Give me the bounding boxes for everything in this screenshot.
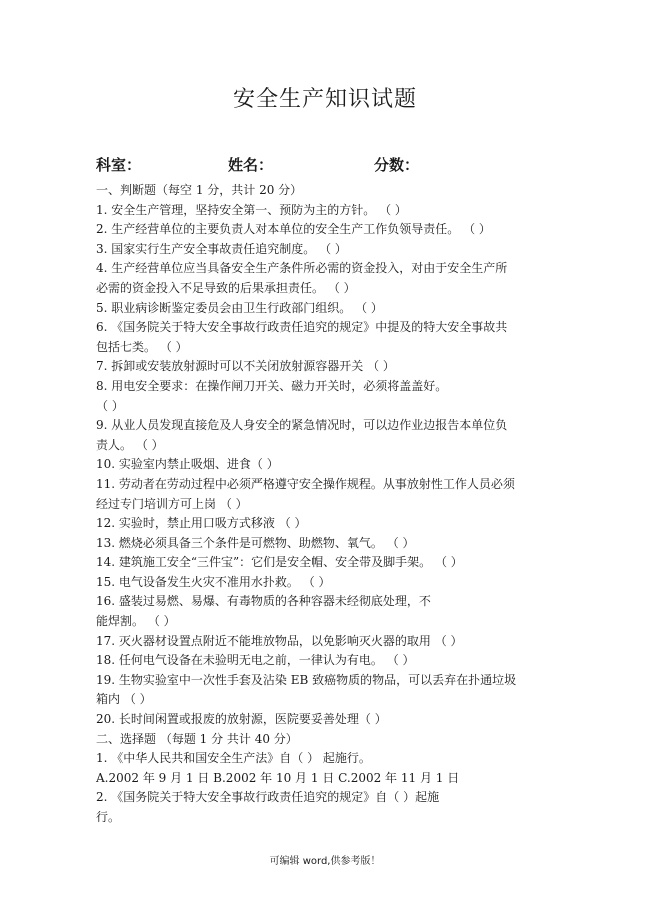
text-line: 必需的资金投入不足导致的后果承担责任。 （ ） <box>96 280 356 295</box>
score-label: 分数： <box>374 156 420 174</box>
text-line: 4. 生产经营单位应当具备安全生产条件所必需的资金投入，对由于安全生产所 <box>96 261 508 276</box>
page-title: 安全生产知识试题 <box>232 87 417 112</box>
department-label: 科室： <box>96 156 142 174</box>
name-label: 姓名： <box>228 156 274 174</box>
text-line: 能焊割。 （ ） <box>96 614 176 629</box>
text-line: 2. 《国务院关于特大安全事故行政责任追究的规定》自（ ）起施 <box>96 790 440 805</box>
text-line: 17. 灭火器材设置点附近不能堆放物品，以免影响灭火器的取用 （ ） <box>96 633 463 648</box>
text-line: 二、选择题 （每题 1 分 共计 40 分） <box>96 731 298 746</box>
text-line: 18. 任何电气设备在未验明无电之前，一律认为有电。 （ ） <box>96 653 415 668</box>
text-line: 14. 建筑施工安全“三件宝”：它们是安全帽、安全带及脚手架。 （ ） <box>96 555 463 570</box>
text-line: 箱内 （ ） <box>96 692 152 707</box>
text-line: 16. 盛装过易燃、易爆、有毒物质的各种容器未经彻底处理，不 <box>96 594 431 609</box>
text-line: 11. 劳动者在劳动过程中必须严格遵守安全操作规程。从事放射性工作人员必须 <box>96 476 515 491</box>
header-fields <box>96 154 610 176</box>
text-line: （ ） <box>96 398 124 413</box>
text-line: 15. 电气设备发生火灾不准用水扑救。 （ ） <box>96 574 331 589</box>
text-line: 5. 职业病诊断鉴定委员会由卫生行政部门组织。 （ ） <box>96 300 383 315</box>
text-line: 19. 生物实验室中一次性手套及沾染 EB 致癌物质的物品，可以丢弃在扑通垃圾 <box>96 672 517 687</box>
text-line: 20. 长时间闲置或报废的放射源，医院要妥善处理（ ） <box>96 712 387 727</box>
text-line: 12. 实验时，禁止用口吸方式移液 （ ） <box>96 516 307 531</box>
text-line: 8. 用电安全要求：在操作闸刀开关、磁力开关时，必须将盖盖好。 <box>96 378 448 393</box>
text-line: 一、判断题（每空 1 分，共计 20 分） <box>96 183 303 197</box>
text-line: 包括七类。 （ ） <box>96 339 188 354</box>
text-line: 7. 拆卸或安装放射源时可以不关闭放射源容器开关 （ ） <box>96 359 395 374</box>
text-line: 1. 《中华人民共和国安全生产法》自（ ） 起施行。 <box>96 751 371 766</box>
text-line: 6. 《国务院关于特大安全事故行政责任追究的规定》中提及的特大安全事故共 <box>96 320 508 335</box>
text-line: 责人。 （ ） <box>96 437 164 452</box>
text-line: A.2002 年 9 月 1 日 B.2002 年 10 月 1 日 C.2002 年 11 月 1 日 <box>96 770 460 785</box>
text-line: 9. 从业人员发现直接危及人身安全的紧急情况时，可以边作业边报告本单位负 <box>96 418 508 433</box>
text-line: 3. 国家实行生产安全事故责任追究制度。 （ ） <box>96 241 347 256</box>
text-line: 行。 <box>96 810 121 824</box>
text-line: 2. 生产经营单位的主要负责人对本单位的安全生产工作负领导责任。 （ ） <box>96 222 491 237</box>
text-line: 经过专门培训方可上岗 （ ） <box>96 496 248 511</box>
footer-note: 可编辑 word,供参考版！ <box>269 856 381 867</box>
text-line: 10. 实验室内禁止吸烟、进食（ ） <box>96 457 279 472</box>
text-line: 13. 燃烧必须具备三个条件是可燃物、助燃物、氧气。 （ ） <box>96 535 415 550</box>
text-line: 1. 安全生产管理，坚持安全第一、预防为主的方针。 （ ） <box>96 202 407 217</box>
question-list <box>96 181 556 828</box>
